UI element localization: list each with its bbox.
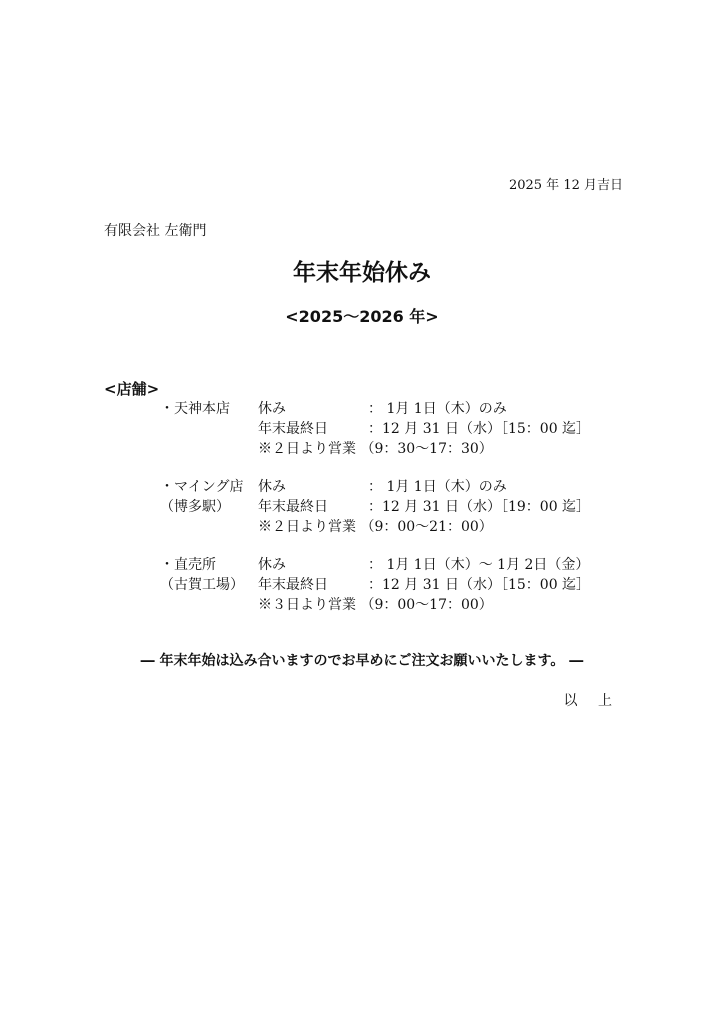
row-label: 年末最終日 xyxy=(258,421,328,437)
row-value: ： 1月 1日（木）〜 1月 2日（金） xyxy=(368,557,590,573)
row-value: ※２日より営業 （9：30〜17：30） xyxy=(258,441,493,457)
store-name: ・天神本店 xyxy=(160,401,230,417)
document-date: 2025 年 12 月吉日 xyxy=(508,178,623,193)
row-value: ：12 月 31 日（水）［15：00 迄］ xyxy=(368,577,591,593)
row-label: 休み xyxy=(258,401,286,417)
section-heading-stores: <店舗> xyxy=(104,380,160,398)
document-subtitle: <2025〜2026 年> xyxy=(285,307,439,326)
document-title: 年末年始休み xyxy=(293,260,431,286)
store-row xyxy=(258,419,590,439)
store-location: （博多駅） xyxy=(160,499,230,515)
row-value: ： 1月 1日（木）のみ xyxy=(368,401,507,417)
store-row xyxy=(258,517,493,537)
row-value: ：12 月 31 日（水）［19：00 迄］ xyxy=(368,499,591,515)
store-location: （古賀工場） xyxy=(160,577,244,593)
store-row xyxy=(258,477,507,497)
row-label: 年末最終日 xyxy=(258,499,328,515)
row-label: 休み xyxy=(258,479,286,495)
store-name: ・マイング店 xyxy=(160,479,244,495)
store-row xyxy=(258,595,493,615)
closing-mark: 以 上 xyxy=(563,693,620,709)
row-value: ※２日より営業 （9：00〜21：00） xyxy=(258,519,493,535)
company-name: 有限会社 左衛門 xyxy=(104,223,207,239)
notice-message: ― 年末年始は込み合いますのでお早めにご注文お願いいたします。 ― xyxy=(140,653,584,669)
row-label: 年末最終日 xyxy=(258,577,328,593)
store-row xyxy=(258,575,590,595)
row-value: ※３日より営業 （9：00〜17：00） xyxy=(258,597,493,613)
store-name: ・直売所 xyxy=(160,557,216,573)
store-row xyxy=(258,439,493,459)
store-row xyxy=(258,497,590,517)
row-value: ： 1月 1日（木）のみ xyxy=(368,479,507,495)
store-row xyxy=(258,399,507,419)
row-value: ：12 月 31 日（水）［15：00 迄］ xyxy=(368,421,591,437)
row-label: 休み xyxy=(258,557,286,573)
store-row xyxy=(258,555,589,575)
